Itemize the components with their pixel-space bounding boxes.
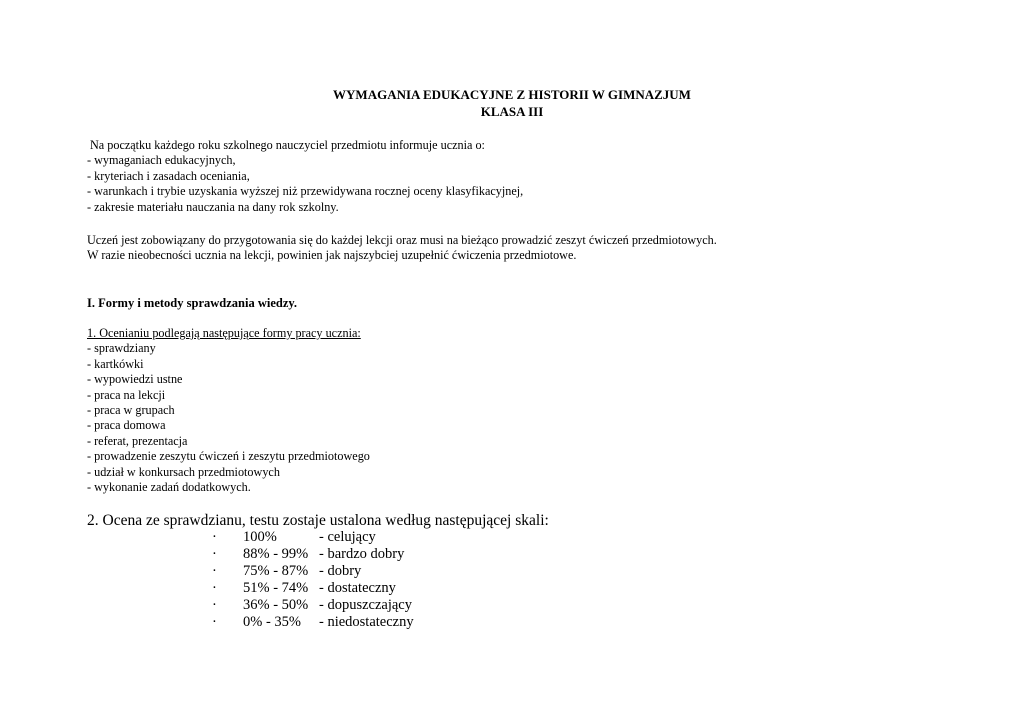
scale-grade: - celujący <box>319 529 376 545</box>
forms-heading: 1. Ocenianiu podlegają następujące formy pracy ucznia: <box>87 326 361 340</box>
scale-range: 100% <box>243 529 277 545</box>
scale-grade: - dostateczny <box>319 580 396 596</box>
bullet-icon: · <box>212 580 217 596</box>
intro-item: - warunkach i trybie uzyskania wyższej niż przewidywana rocznej oceny klasyfikacyjnej, <box>87 184 524 199</box>
bullet-icon: · <box>212 597 217 613</box>
bullet-icon: · <box>212 546 217 562</box>
scale-grade: - bardzo dobry <box>319 546 405 562</box>
scale-range: 51% - 74% <box>243 580 309 596</box>
form-item: - prowadzenie zeszytu ćwiczeń i zeszytu przedmiotowego <box>87 449 370 464</box>
intro-lead: Na początku każdego roku szkolnego nauczyciel przedmiotu informuje ucznia o: <box>90 138 485 152</box>
bullet-icon: · <box>212 529 217 545</box>
intro-item: - wymaganiach edukacyjnych, <box>87 153 236 168</box>
scale-row <box>210 580 414 597</box>
scale-range: 0% - 35% <box>243 614 301 630</box>
intro-item: - zakresie materiału nauczania na dany rok szkolny. <box>87 199 339 214</box>
form-item: - udział w konkursach przedmiotowych <box>87 464 280 479</box>
forms-section <box>87 326 370 495</box>
scale-range: 36% - 50% <box>243 597 309 613</box>
scale-row <box>210 563 414 580</box>
form-item: - referat, prezentacja <box>87 433 188 448</box>
scale-row <box>210 614 414 631</box>
bullet-icon: · <box>212 614 217 630</box>
form-item: - sprawdziany <box>87 341 156 356</box>
form-item: - kartkówki <box>87 356 144 371</box>
duties-line: Uczeń jest zobowiązany do przygotowania się do każdej lekcji oraz musi na bieżąco prowadzić zeszyt ćwiczeń przedmiotowych. <box>87 233 717 247</box>
intro-item: - kryteriach i zasadach oceniania, <box>87 168 250 183</box>
section-heading: I. Formy i metody sprawdzania wiedzy. <box>87 296 298 310</box>
scale-range: 75% - 87% <box>243 563 309 579</box>
scale-grade: - dobry <box>319 563 362 579</box>
scale-range: 88% - 99% <box>243 546 309 562</box>
grading-heading: 2. Ocena ze sprawdzianu, testu zostaje ustalona według następującej skali: <box>87 512 549 529</box>
intro-section <box>87 138 523 215</box>
document-subtitle: KLASA III <box>480 104 544 119</box>
grading-scale <box>210 529 414 631</box>
bullet-icon: · <box>212 563 217 579</box>
duties-line: W razie nieobecności ucznia na lekcji, powinien jak najszybciej uzupełnić ćwiczenia przedmiotowe. <box>87 248 577 263</box>
form-item: - wykonanie zadań dodatkowych. <box>87 480 251 495</box>
form-item: - praca domowa <box>87 418 166 433</box>
form-item: - wypowiedzi ustne <box>87 372 183 387</box>
scale-row <box>210 546 414 563</box>
scale-row <box>210 529 414 546</box>
scale-grade: - niedostateczny <box>319 614 414 630</box>
scale-grade: - dopuszczający <box>319 597 412 613</box>
scale-row <box>210 597 414 614</box>
form-item: - praca na lekcji <box>87 387 166 402</box>
document-title: WYMAGANIA EDUKACYJNE Z HISTORII W GIMNAZJUM <box>333 87 691 102</box>
duties-section <box>87 233 717 264</box>
form-item: - praca w grupach <box>87 403 175 418</box>
